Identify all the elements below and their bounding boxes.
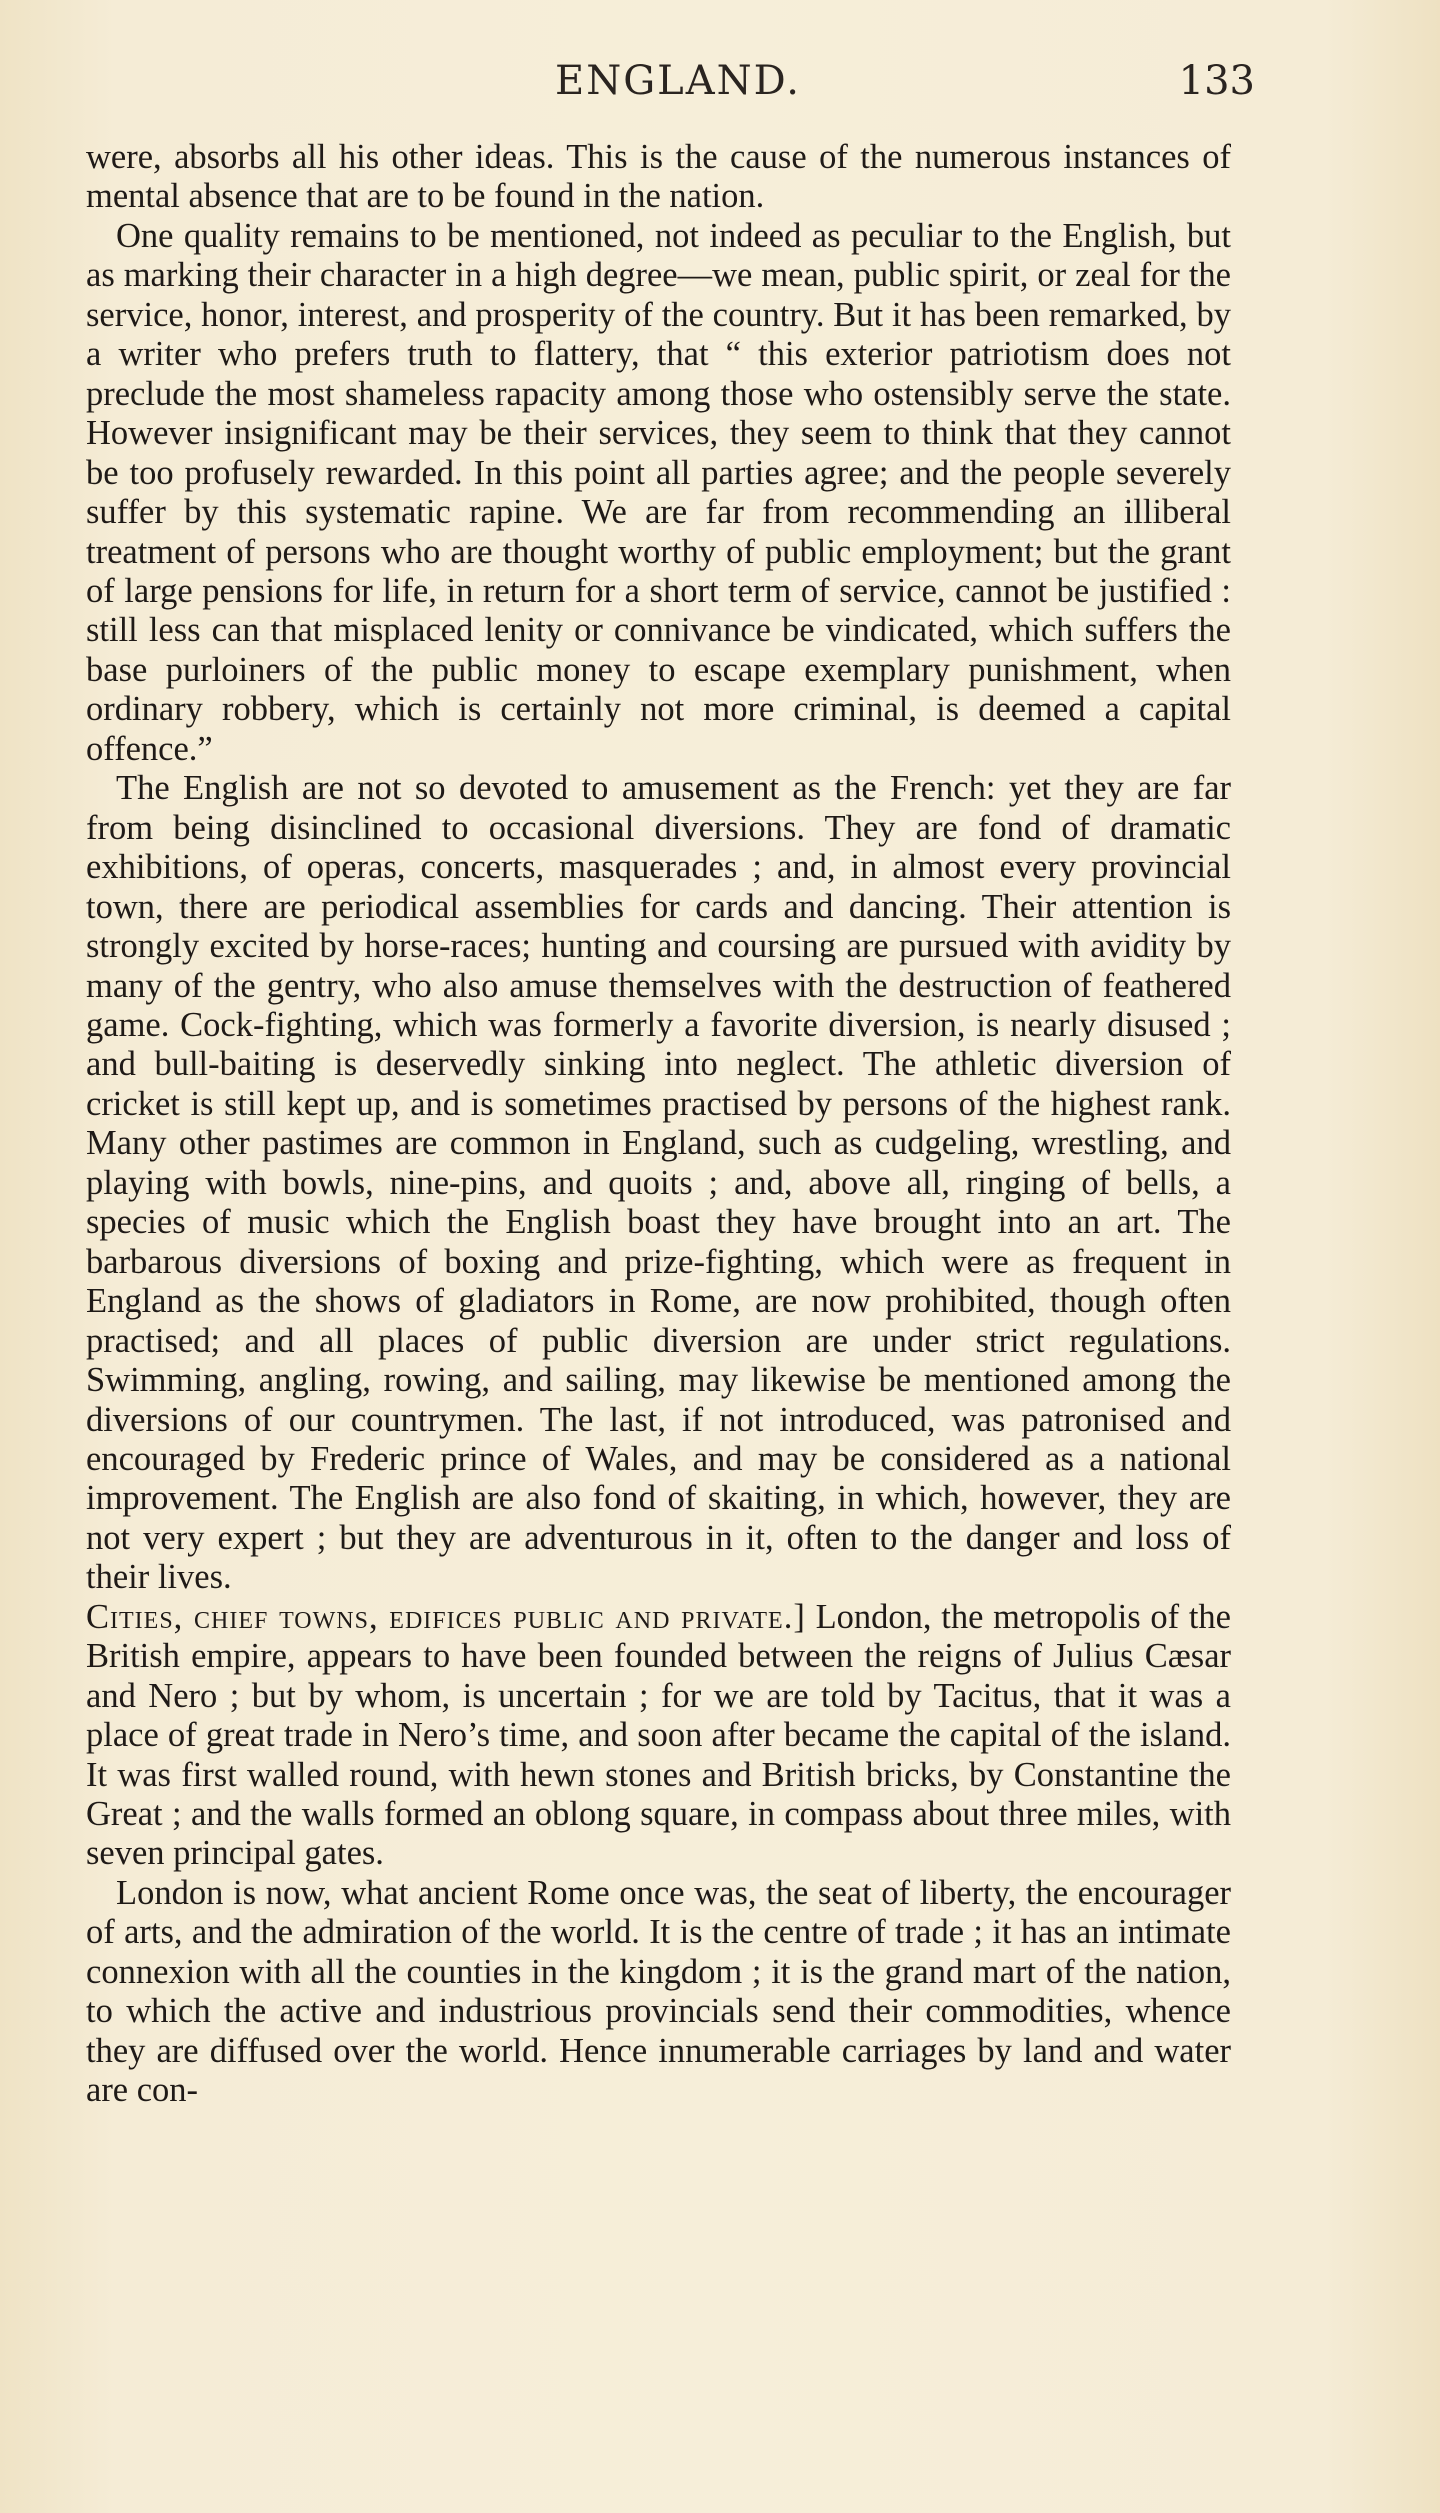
section-text: London, the metropolis of the British empire, appears to have been founded between the reigns of Julius Cæsar and Nero ; but by whom, is uncertain ; for we are told by Tacitus, that it was a place of great trade in Nero’s time, and soon after became the capital of the island. It was first walled round, with hewn stones and British bricks, by Constantine the Great ; and the walls formed an oblong square, in compass about three miles, with seven principal gates. [86, 1597, 1231, 1873]
body-text [86, 138, 1231, 2111]
page-number: 133 [1178, 58, 1255, 104]
paragraph-public-spirit: One quality remains to be mentioned, not indeed as peculiar to the English, but as marking their character in a high degree—we mean, public spirit, or zeal for the service, honor, interest, and prosperity of the country. But it has been remarked, by a writer who prefers truth to flattery, that “ this exterior patriotism does not preclude the most shameless rapacity among those who ostensibly serve the state. However insignificant may be their services, they seem to think that they cannot be too profusely rewarded. In this point all parties agree; and the people severely suffer by this systematic rapine. We are far from recommending an illiberal treatment of persons who are thought worthy of public employment; but the grant of large pensions for life, in return for a short term of service, cannot be justified : still less can that misplaced lenity or connivance be vindicated, which suffers the base purloiners of the public money to escape exemplary punishment, when ordinary robbery, which is certainly not more criminal, is deemed a capital offence.” [86, 216, 1231, 768]
section-paragraph [86, 1598, 1231, 1874]
paragraph-continuation: were, absorbs all his other ideas. This is the cause of the numerous instances of mental absence that are to be found in the nation. [86, 138, 1231, 216]
paragraph-london-now: London is now, what ancient Rome once was, the seat of liberty, the encourager of arts, and the admiration of the world. It is the centre of trade ; it has an intimate connexion with all the counties in the kingdom ; it is the grand mart of the nation, to which the active and industrious provincials send their commodities, whence they are diffused over the world. Hence innumerable carriages by land and water are con- [86, 1873, 1231, 2110]
page-title: ENGLAND. [555, 58, 801, 104]
paragraph-amusements: The English are not so devoted to amusement as the French: yet they are far from being disinclined to occasional diversions. They are fond of dramatic exhibitions, of operas, concerts, masquerades ; and, in almost every provincial town, there are periodical assemblies for cards and dancing. Their attention is strongly excited by horse-races; hunting and coursing are pursued with avidity by many of the gentry, who also amuse themselves with the destruction of feathered game. Cock-fighting, which was formerly a favorite diversion, is nearly disused ; and bull-baiting is deservedly sinking into neglect. The athletic diversion of cricket is still kept up, and is sometimes practised by persons of the highest rank. Many other pastimes are common in England, such as cudgeling, wrestling, and playing with bowls, nine-pins, and quoits ; and, above all, ringing of bells, a species of music which the English boast they have brought into an art. The barbarous diversions of boxing and prize-fighting, which were as frequent in England as the shows of gladiators in Rome, are now prohibited, though often practised; and all places of public diversion are under strict regulations. Swimming, angling, rowing, and sailing, may likewise be mentioned among the diversions of our countrymen. The last, if not introduced, was patronised and encouraged by Frederic prince of Wales, and may be considered as a national improvement. The English are also fond of skaiting, in which, however, they are not very expert ; but they are adventurous in it, often to the danger and loss of their lives. [86, 769, 1231, 1597]
running-header [85, 58, 1255, 118]
section-heading: Cities, chief towns, edifices public and private.] [86, 1597, 806, 1636]
